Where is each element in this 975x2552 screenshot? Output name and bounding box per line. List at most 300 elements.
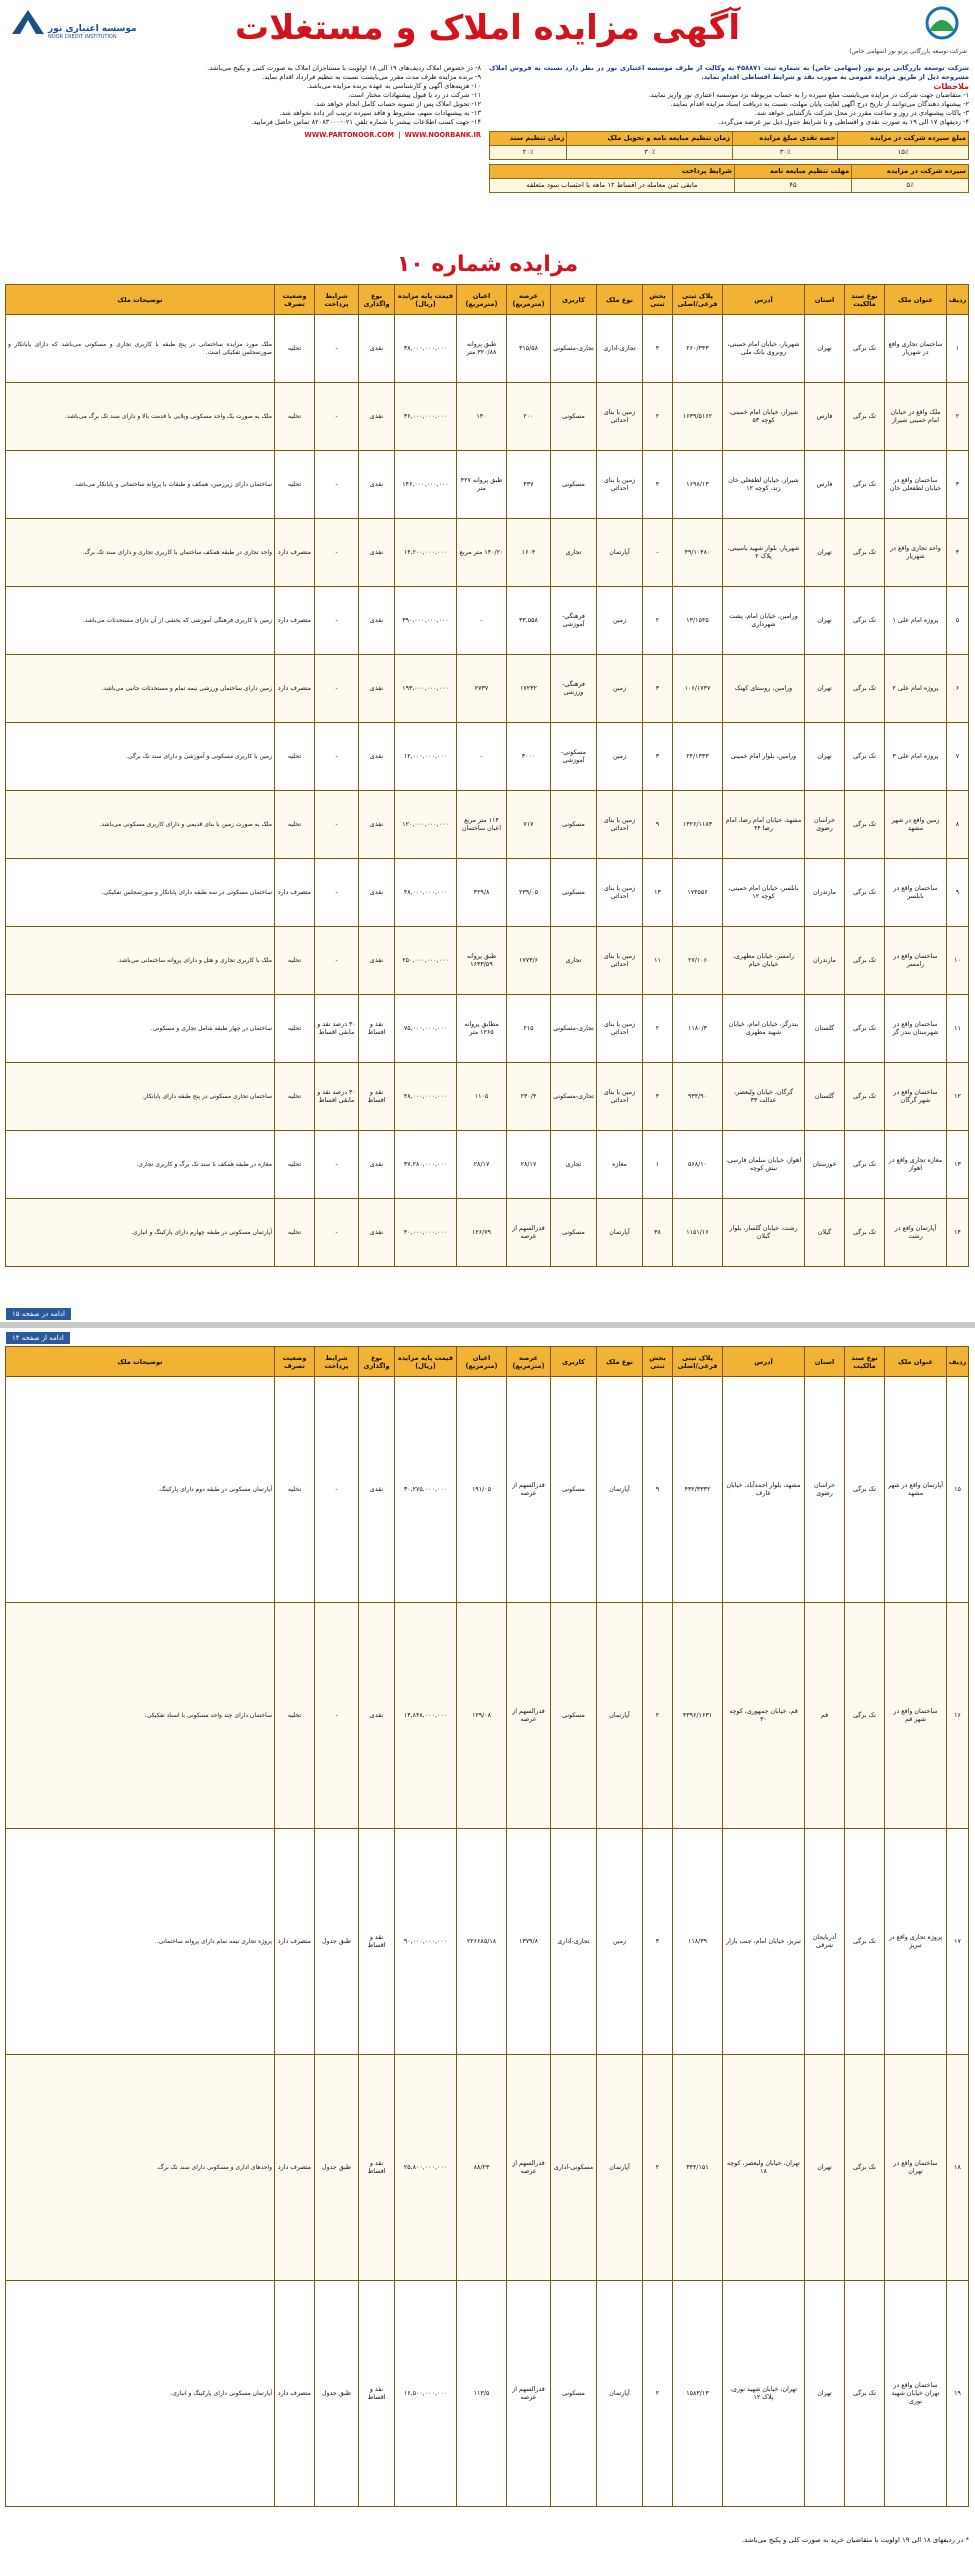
table-cell: متصرف دارد [275,2055,315,2281]
table-cell: نقدی [359,1377,395,1603]
table-row [6,451,969,519]
table-cell: تجاری-اداری [551,1829,597,2055]
table-row [6,1063,969,1131]
table-cell: ۲۰٪ [490,146,567,160]
table-cell: ۴۰,۰۰۰,۰۰۰,۰۰۰ [395,1199,457,1267]
table-cell: تخلیه [275,927,315,995]
table-cell: زمین با بنای احداثی [597,383,643,451]
table-cell: طبق جدول [315,2055,359,2281]
column-header: عنوان ملک [885,1347,947,1377]
table-cell: آپارتمان مسکونی در طبقه دوم دارای پارکینگ. [6,1377,275,1603]
table-header: حصه نقدی مبلغ مزایده [733,132,838,146]
table-row [6,1131,969,1199]
table-cell: متصرف دارد [275,587,315,655]
table-cell: زمین [597,1829,643,2055]
table-cell: ۱۳ [947,1131,969,1199]
table-cell: تجاری-اداری [597,315,643,383]
table-cell: ۲۴/۱۳۳۳ [673,723,723,791]
table-cell: نقدی [359,859,395,927]
table-cell: ۳۰٪ [567,146,733,160]
column-header: اعیان (مترمربع) [457,1347,507,1377]
table-cell: ۵ [947,587,969,655]
table-cell: تک برگی [845,927,885,995]
column-header: بخش ثبتی [643,1347,673,1377]
notes-title: ملاحظات [933,82,969,91]
table-cell: - [315,383,359,451]
table-cell: ۲ [643,1603,673,1829]
table-cell: ساختمان واقع در شهرستان بندر گز [885,995,947,1063]
column-header: کاربری [551,1347,597,1377]
note-item: ۹- برنده مزایده ظرف مدت مقرر می‌بایست نسبت به تنظیم قرارداد اقدام نماید. [262,73,481,81]
table-cell: زمین با بنای احداثی [597,791,643,859]
table-cell: - [457,723,507,791]
table-cell: آپارتمان واقع در شهر مشهد [885,1377,947,1603]
table-cell: تک برگی [845,655,885,723]
table-cell: ملک به صورت زمین با بنای قدیمی و دارای کاربری مسکونی می‌باشد. [6,791,275,859]
table-cell: مشهد، خیابان امام رضا، امام رضا ۴۴ [723,791,805,859]
table-cell: ۴ [643,1063,673,1131]
table-cell: - [315,859,359,927]
table-cell: ۴ [947,519,969,587]
table-cell: تخلیه [275,383,315,451]
table-cell: نقدی [359,1131,395,1199]
table-cell: ۹ [643,791,673,859]
table-cell: تهران [805,2055,845,2281]
note-item: ۸- در خصوص املاک ردیف‌های ۱۹ الی ۱۸ اولویت با مستاجران املاک به صورت کتبی و پکیج می‌باشد. [207,64,481,72]
table-cell: نقدی [359,791,395,859]
table-cell: ۶ [947,655,969,723]
table-cell: پروژه امام علی ۲ [885,655,947,723]
column-header: نوع سند مالکیت [845,285,885,315]
column-header: اعیان (مترمربع) [457,285,507,315]
auction-table-1 [6,284,969,1267]
table-cell: تخلیه [275,995,315,1063]
table-cell: زمین با بنای احداثی [597,995,643,1063]
table-cell: تخلیه [275,315,315,383]
table-cell: ۳ [947,451,969,519]
table-cell: تک برگی [845,451,885,519]
table-cell: ساختمان واقع در رامسر [885,927,947,995]
table-cell: ۳۰٪ [733,146,838,160]
column-header: ردیف [947,285,969,315]
installment-table-2 [489,164,969,193]
table-cell: ۵٪ [852,179,969,193]
table-cell: آپارتمان واقع در رشت [885,1199,947,1267]
table-cell: تک برگی [845,723,885,791]
table-cell: متصرف دارد [275,2281,315,2507]
table-cell: زمین [597,587,643,655]
table-cell: - [315,655,359,723]
table-cell: خراسان رضوی [805,1377,845,1603]
note-item: ۱۱- شرکت در رد یا قبول پیشنهادات مختار است. [347,91,481,99]
table-cell: ۳۸ [643,1199,673,1267]
table-cell: آپارتمان [597,2281,643,2507]
table-cell: نقدی [359,1603,395,1829]
table-cell: ۳ [643,1829,673,2055]
table-cell: تجاری [551,519,597,587]
intro-right [489,64,969,193]
table-cell: قدرالسهم از عرصه [507,1377,551,1603]
table-cell: ۱۷۴۵۵۶ [673,859,723,927]
table-cell: مابقی ثمن معامله در اقساط ۱۲ ماهه با احتساب سود متعلقه [490,179,735,193]
table-row [6,655,969,723]
table-cell: ۲۳۹/۰۵ [507,859,551,927]
column-header: ردیف [947,1347,969,1377]
table-cell: نقد و اقساط [359,995,395,1063]
table-row [6,519,969,587]
table-cell: بابلسر، خیابان امام خمینی، کوچه ۱۲ [723,859,805,927]
table-cell: ۱ [947,315,969,383]
note-item: ۳- پاکات پیشنهادی در روز و ساعت مقرر در محل شرکت بازگشایی خواهد شد. [754,109,969,117]
intro-section [6,64,969,244]
column-header: نوع سند مالکیت [845,1347,885,1377]
table-cell: ۱۲۶/۷۹ [457,1199,507,1267]
table-cell: نقدی [359,1199,395,1267]
table-cell: ۱۴,۸۴۸,۰۰۰,۰۰۰ [395,1603,457,1829]
table-cell: نقدی [359,451,395,519]
table-cell: نقد و اقساط [359,2281,395,2507]
table-cell: مسکونی-اداری [551,2055,597,2281]
table-cell: ۱۲,۰۰۰,۰۰۰,۰۰۰ [395,723,457,791]
right-logo-sub: شرکت توسعه بازرگانی پرتو نور (سهامی خاص) [849,48,967,55]
intro-left: ۸- در خصوص املاک ردیف‌های ۱۹ الی ۱۸ اولویت با مستاجران املاک به صورت کتبی و پکیج می‌باشد. ۹- برنده مزایده ظرف مدت مقرر می‌بایست نسبت به تنظیم قرارداد اقدام نماید. ۱۰- هزینه‌های آگهی و کارشناسی به عهده برنده مزایده می‌باشد. ۱۱- شرکت در رد یا قبول پیشنهادات مختار است. ۱۲- تحویل املاک پس از تسویه حساب کامل انجام خواهد شد. ۱۳- به پیشنهادات مبهم، مشروط و فاقد سپرده ترتیب اثر داده نخواهد شد. ۱۴- جهت کسب اطلاعات بیشتر با شماره تلفن ۰۲۱-۸۲۰۸۳۰۰۰ تماس حاصل فرمایید. WWW.PARTONOOR.COM | WWW.NOORBANK.IR [6,64,481,140]
table-cell: مسکونی-آموزشی [551,723,597,791]
table-cell: ۱۰ [947,927,969,995]
table-cell: ۱۹۱/۰۵ [457,1377,507,1603]
table-cell: ۲۷/۱۰۶ [673,927,723,995]
auction-table-2 [6,1346,969,2507]
website-link-2[interactable]: WWW.NOORBANK.IR [404,131,481,139]
table-cell: ملک به صورت یک واحد مسکونی ویلایی با قدمت بالا و دارای سند تک برگ می‌باشد. [6,383,275,451]
table-cell: ۲ [643,2281,673,2507]
table-cell: مسکونی [551,2281,597,2507]
column-header: بخش ثبتی [643,285,673,315]
table-cell: ۳۰۰۰ [507,723,551,791]
table-cell: تک برگی [845,383,885,451]
table-cell: ۱۴,۲۰۰,۰۰۰,۰۰۰ [395,519,457,587]
table-cell: ۲۸/۱۷ [457,1131,507,1199]
table-cell: تخلیه [275,451,315,519]
column-header: نوع واگذاری [359,285,395,315]
table-cell: تخلیه [275,1377,315,1603]
table-header: سپرده شرکت در مزایده [852,165,969,179]
table-cell: زمین با کاربری فرهنگی آموزشی که بخشی از آن دارای مستحدثات می‌باشد. [6,587,275,655]
table-cell: تهران [805,723,845,791]
table-cell: متصرف دارد [275,519,315,587]
column-header: توضیحات ملک [6,285,275,315]
table-cell: تک برگی [845,587,885,655]
table-cell: مغازه [597,1131,643,1199]
note-item: ۴- ردیفهای ۱۷ الی ۱۹ به صورت نقدی و اقساطی و با شرایط جدول ذیل نیز عرضه می‌گردد. [718,118,969,126]
table-row [6,315,969,383]
column-header: قیمت پایه مزایده (ریال) [395,285,457,315]
table-cell: زمین [597,723,643,791]
table-cell: تهران [805,2281,845,2507]
auction-banner: مزایده شماره ۱۰ [396,252,579,277]
table-cell: واحدهای اداری و مسکونی دارای سند تک برگ. [6,2055,275,2281]
table-cell: پروژه امام علی ۱ [885,587,947,655]
table-cell: - [315,519,359,587]
table-cell: ۳۰,۲۷۵,۰۰۰,۰۰۰ [395,1377,457,1603]
table-cell: مازندران [805,859,845,927]
table-cell: آپارتمان [597,1377,643,1603]
table-cell: ۵۶۸/۱۰ [673,1131,723,1199]
table-cell: زمین با کاربری مسکونی و آموزشی و دارای سند تک برگی. [6,723,275,791]
table-cell: تک برگی [845,995,885,1063]
table-cell: مغازه در طبقه همکف با سند تک برگ و کاربری تجاری. [6,1131,275,1199]
table-row [6,723,969,791]
table-cell: متصرف دارد [275,655,315,723]
table-cell: ۴۹/۱۰۴۸۰ [673,519,723,587]
table-cell: ملک واقع در خیابان امام خمینی شیراز [885,383,947,451]
table-cell: ۱۵۸۳/۱۳ [673,2281,723,2507]
table-header: زمان تنظیم مبایعه نامه و تحویل ملک [567,132,733,146]
table-cell: طبق پروانه ۱۶۳۳/۵۹ [457,927,507,995]
table-cell: قدرالسهم از عرصه [507,1199,551,1267]
table-cell: گلستان [805,995,845,1063]
table-cell: - [457,587,507,655]
table-cell: ۱۱۳/۵ [457,2281,507,2507]
table-cell: ۲ [643,2055,673,2281]
table-cell: تجاری [551,1131,597,1199]
table-cell: نقد و اقساط [359,2055,395,2281]
table-cell: مازندران [805,927,845,995]
table-cell: مسکونی [551,1377,597,1603]
table-cell: ۳۰ درصد نقد و مابقی اقساط [315,1063,359,1131]
table-cell: ۱۵ [947,1377,969,1603]
continue-note: ادامه از صفحه ۱۴ [6,1332,70,1344]
table-cell: مسکونی [551,451,597,519]
table-cell: ۲۷۳۷ [457,655,507,723]
table-cell: فارس [805,451,845,519]
table-cell: ساختمان واقع در بابلسر [885,859,947,927]
table-cell: ۱۷۷۳/۶ [507,927,551,995]
table-cell: واحد تجاری در طبقه همکف ساختمان با کاربری تجاری و دارای سند تک برگ. [6,519,275,587]
table-cell: ۴۳۲/۳۳۳۲ [673,1377,723,1603]
table-cell: ۲۸/۱۷ [507,1131,551,1199]
intro-lead: شرکت توسعه بازرگانی پرتو نور (سهامی خاص) به شماره ثبت ۴۵۸۸۷۱ به وکالت از طرف موسسه اعتباری نور در نظر دارد نسبت به فروش املاک مشروحه ذیل از طریق مزایده عمومی به صورت نقد و شرایط اقساطی اقدام نماید. [489,64,969,81]
table-cell: مسکونی [551,1603,597,1829]
table-cell: واحد تجاری واقع در شهریار [885,519,947,587]
table-cell: تهران [805,315,845,383]
table-cell: تک برگی [845,1829,885,2055]
table-cell: آپارتمان [597,1199,643,1267]
table-cell: ۱۰۶/۱۷۳۷ [673,655,723,723]
table-cell: ۱۵٪ [838,146,969,160]
noor-logo-icon [8,6,48,38]
table-cell: تک برگی [845,859,885,927]
column-header: عرصه (مترمربع) [507,285,551,315]
table-cell: - [315,451,359,519]
table-cell: مسکونی [551,383,597,451]
table-cell: ۴۳۹۶/۱۶۳۱ [673,1603,723,1829]
table-row [6,1377,969,1603]
table-cell: طبق پروانه ۳۲۰/۸۸ متر [457,315,507,383]
table-cell: ۸۸/۲۳ [457,2055,507,2281]
table-cell: ۱۱۸۰/۳ [673,995,723,1063]
table-cell: متصرف دارد [275,859,315,927]
table-cell: - [315,587,359,655]
table-cell: فارس [805,383,845,451]
table-cell: نقد و اقساط [359,1829,395,2055]
table-cell: ۳۱۵/۵۸ [507,315,551,383]
left-logo [8,6,158,62]
column-header: عرصه (مترمربع) [507,1347,551,1377]
table-cell: مسکونی [551,1199,597,1267]
table-cell: زمین [597,655,643,723]
table-cell: - [315,1199,359,1267]
table-cell: تک برگی [845,791,885,859]
table-cell: ساختمان تجاری مسکونی در پنج طبقه دارای پایانکار. [6,1063,275,1131]
table-cell: آپارتمان مسکونی دارای پارکینگ و انباری. [6,2281,275,2507]
table-cell: تک برگی [845,315,885,383]
table-cell: ۳ [643,655,673,723]
website-link[interactable]: WWW.PARTONOOR.COM [304,131,394,139]
continue-note: ادامه در صفحه ۱۵ [6,1308,71,1320]
table-cell: ۱۶۳۹/۵۱۶۲ [673,383,723,451]
note-item: ۱۴- جهت کسب اطلاعات بیشتر با شماره تلفن ۰۲۱-۸۲۰۸۳۰۰۰ تماس حاصل فرمایید. [251,118,481,126]
table-header: مبلغ سپرده شرکت در مزایده [838,132,969,146]
note-item: ۱۲- تحویل املاک پس از تسویه حساب کامل انجام خواهد شد. [314,100,481,108]
table-header: زمان تنظیم سند [490,132,567,146]
table-cell: - [315,1603,359,1829]
table-cell: ساختمان دارای زیرزمین، همکف و طبقات با پروانه ساختمانی و پایانکار می‌باشد. [6,451,275,519]
table-row [6,587,969,655]
table-cell: شهریار، خیابان امام خمینی، روبروی بانک ملی [723,315,805,383]
table-cell: ۲ [643,587,673,655]
table-cell: ۴۸,۰۰۰,۰۰۰,۰۰۰ [395,859,457,927]
table-cell: گلستان [805,1063,845,1131]
table-cell: زمین با بنای احداثی [597,451,643,519]
table-cell: شیراز، خیابان امام خمینی، کوچه ۵۳ [723,383,805,451]
table-cell: آذربایجان شرقی [805,1829,845,2055]
table-cell: ۱۷ [947,1829,969,2055]
table-cell: تک برگی [845,1377,885,1603]
page-separator [0,1322,975,1328]
table-row [6,383,969,451]
table-cell: تهران، خیابان ولیعصر، کوچه ۱۸ [723,2055,805,2281]
table-cell: ۳۰ درصد نقد و مابقی اقساط [315,995,359,1063]
column-header: کاربری [551,285,597,315]
column-header: استان [805,285,845,315]
table-cell: ۱۹ [947,2281,969,2507]
column-header: عنوان ملک [885,285,947,315]
right-logo [827,6,967,62]
table-cell: طبق جدول [315,1829,359,2055]
table-cell: اهواز، خیابان سلمان فارسی، نبش کوچه [723,1131,805,1199]
table-cell: ۱۴۶,۰۰۰,۰۰۰,۰۰۰ [395,451,457,519]
table-row [6,859,969,927]
table-cell: ۱۶,۵۰۰,۰۰۰,۰۰۰ [395,2281,457,2507]
column-header: توضیحات ملک [6,1347,275,1377]
table-cell: تک برگی [845,2055,885,2281]
table-cell: ۹۰,۰۰۰,۰۰۰,۰۰۰ [395,1829,457,2055]
table-cell: ۲۳۰/۴ [507,1063,551,1131]
table-cell: تخلیه [275,1131,315,1199]
table-row [6,1829,969,2055]
table-cell: تخلیه [275,1603,315,1829]
table-cell: ۳۲۹/۸ [457,859,507,927]
column-header: پلاک ثبتی فرعی/اصلی [673,1347,723,1377]
header [0,0,975,64]
table-cell: نقدی [359,383,395,451]
table-cell: تک برگی [845,1199,885,1267]
table-cell: ورامین، بلوار امام خمینی [723,723,805,791]
table-cell: پروژه تجاری واقع در تبریز [885,1829,947,2055]
table-cell: قم [805,1603,845,1829]
table-cell: ۴۸,۰۰۰,۰۰۰,۰۰۰ [395,1063,457,1131]
table-cell: ساختمان واقع در تهران [885,2055,947,2281]
table-cell: - [315,927,359,995]
table-cell: ۱۱۸/۳۹ [673,1829,723,2055]
table-cell: آپارتمان [597,2055,643,2281]
table-cell: تهران [805,655,845,723]
table-cell: ۲۱۵ [507,995,551,1063]
table-cell: ۱۱۰۵ [457,1063,507,1131]
column-header: شرایط پرداخت [315,1347,359,1377]
table-cell: ۳۶,۰۰۰,۰۰۰,۰۰۰ [395,383,457,451]
table-cell: ۷ [947,723,969,791]
table-cell: ساختمان واقع در خیابان لطفعلی خان [885,451,947,519]
column-header: نوع ملک [597,1347,643,1377]
table-cell: - [315,1377,359,1603]
table-cell: تخلیه [275,1199,315,1267]
table-cell: ۱۳۷۹/۸ [507,1829,551,2055]
table-cell: ۱۴ [947,1199,969,1267]
table-cell: تجاری-مسکونی [551,315,597,383]
table-cell: مسکونی [551,859,597,927]
table-cell: ورامین، روستای کهنک [723,655,805,723]
table-cell: تهران، خیابان شهید نوری، پلاک ۱۲ [723,2281,805,2507]
table-header: شرایط پرداخت [490,165,735,179]
table-cell: تبریز، خیابان امام، جنب بازار [723,1829,805,2055]
table-cell: زمین با بنای احداثی [597,859,643,927]
table-cell: بندرگز، خیابان امام، خیابان شهید مطهری [723,995,805,1063]
table-cell: ۴ [643,451,673,519]
table-cell: ۸ [947,791,969,859]
table-cell: رامسر، خیابان مطهری، خیابان خیام [723,927,805,995]
table-cell: گرگان، خیابان ولیعصر، عدالت ۳۳ [723,1063,805,1131]
table-cell: ساختمان مسکونی در سه طبقه دارای پایانکار و صورتمجلس تفکیکی. [6,859,275,927]
table-cell: آپارتمان [597,519,643,587]
column-header: آدرس [723,285,805,315]
table-cell: قدرالسهم از عرصه [507,2281,551,2507]
table-cell: تخلیه [275,1063,315,1131]
table-cell: ۱ [643,1131,673,1199]
table-cell: پروژه امام علی ۳ [885,723,947,791]
table-cell: ساختمان واقع در تهران خیابان شهید نوری [885,2281,947,2507]
table-cell: ساختمان واقع در شهر گرگان [885,1063,947,1131]
column-header: قیمت پایه مزایده (ریال) [395,1347,457,1377]
table-cell: نقدی [359,519,395,587]
table-cell: آپارتمان مسکونی در طبقه چهارم دارای پارکینگ و انباری. [6,1199,275,1267]
table-cell: ۳۸,۰۰۰,۰۰۰,۰۰۰ [395,315,457,383]
table-cell: نقدی [359,655,395,723]
note-item: ۲- پیشنهاد دهندگان می‌توانند از تاریخ درج آگهی لغایت پایان مهلت، نسبت به دریافت اسناد مزایده اقدام نمایند. [670,100,969,108]
table-cell: ساختمان تجاری واقع در شهریار [885,315,947,383]
table-cell: ملک با کاربری تجاری و هتل و دارای پروانه ساختمانی می‌باشد. [6,927,275,995]
table-cell: خوزستان [805,1131,845,1199]
note-item: ۱۳- به پیشنهادات مبهم، مشروط و فاقد سپرده ترتیب اثر داده نخواهد شد. [279,109,481,117]
table-cell: رشت، خیابان گلسار، بلوار گیلان [723,1199,805,1267]
table-cell: ۲۰۰ [507,383,551,451]
table-cell: ۱۷۲۳۲ [507,655,551,723]
installment-table [489,131,969,160]
table-cell: ۱۶۹۸/۱۳ [673,451,723,519]
table-cell: تهران [805,519,845,587]
table-cell: مشهد، بلوار احمدآباد، خیابان عارف [723,1377,805,1603]
table-header: مهلت تنظیم مبایعه نامه [734,165,851,179]
